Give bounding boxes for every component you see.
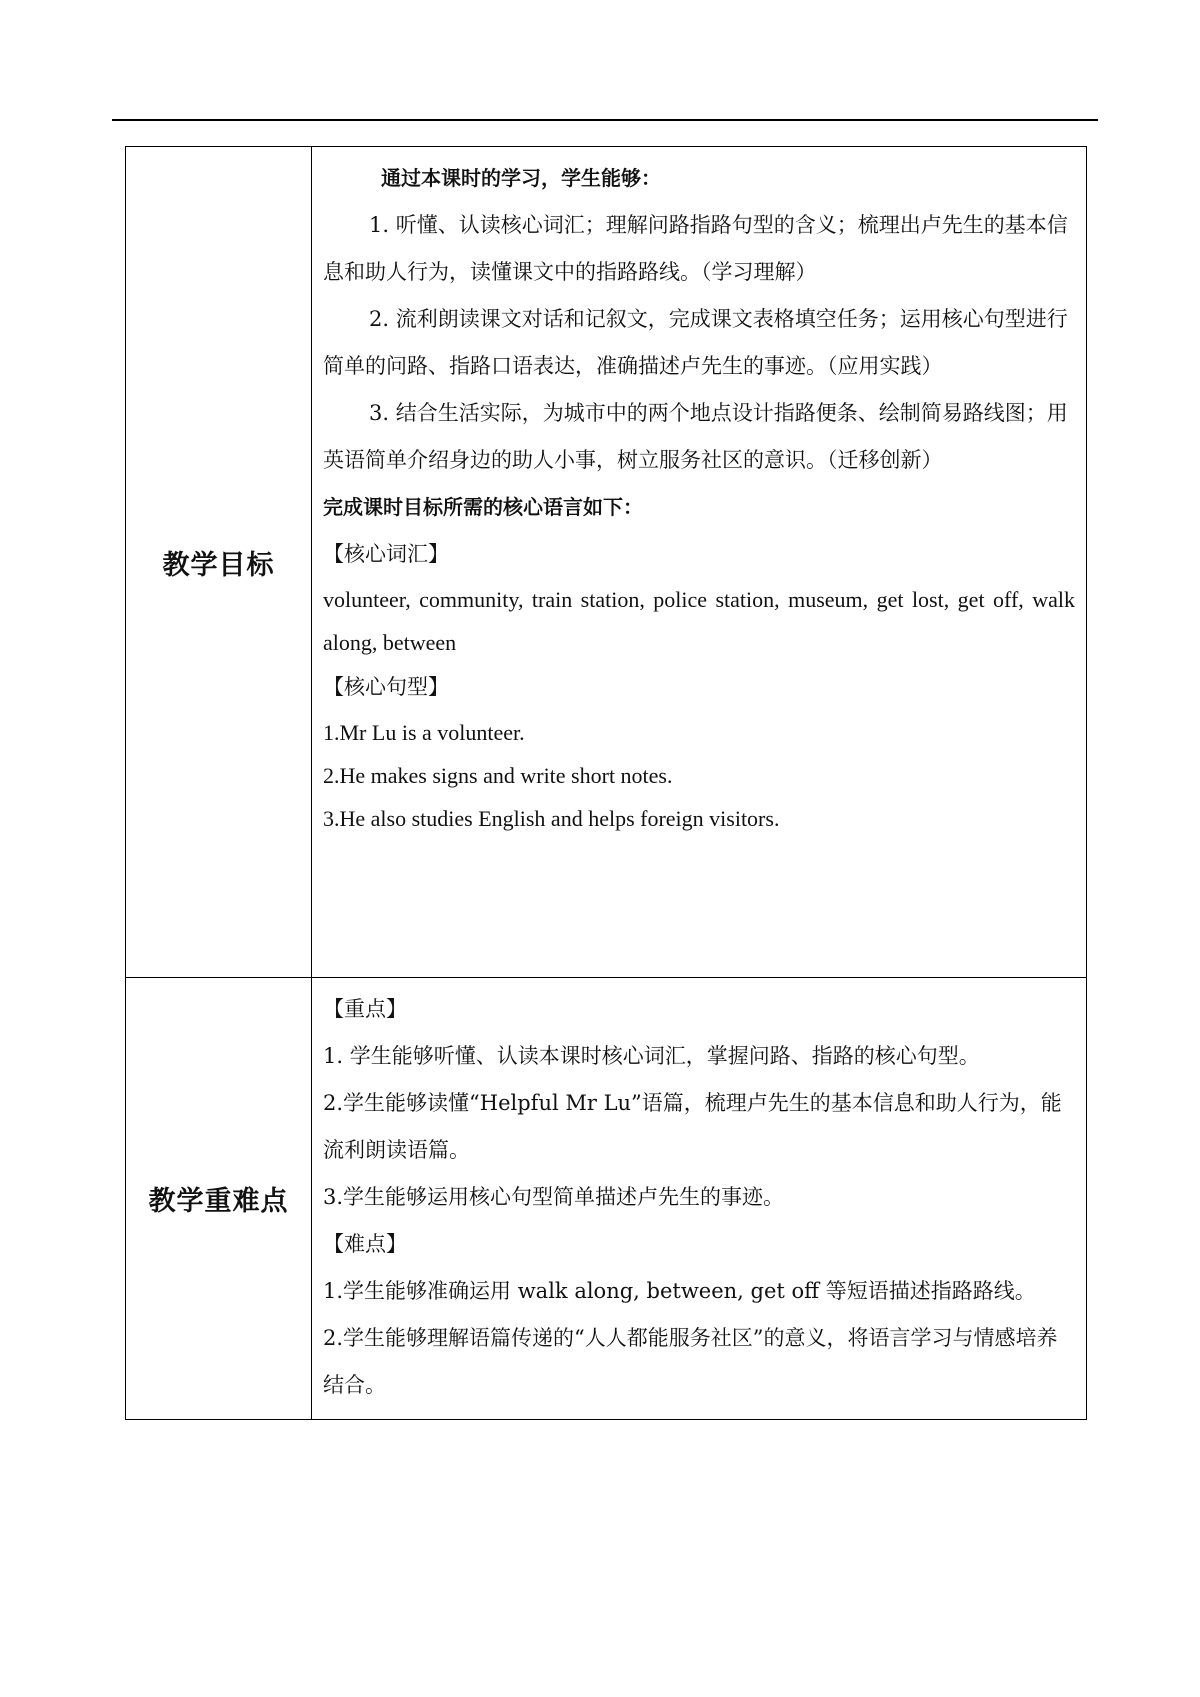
lesson-plan-table bbox=[125, 146, 1087, 1420]
focus-heading: 【重点】 bbox=[323, 997, 407, 1021]
objectives-label: 教学目标 bbox=[126, 147, 312, 978]
core-language-heading: 完成课时目标所需的核心语言如下： bbox=[323, 495, 643, 519]
difficulty-heading: 【难点】 bbox=[323, 1232, 407, 1256]
objective-item-2: 2. 流利朗读课文对话和记叙文，完成课文表格填空任务；运用核心句型进行简单的问路、指路口语表达，准确描述卢先生的事迹。（应用实践） bbox=[323, 307, 1068, 378]
key-points-content bbox=[312, 978, 1087, 1420]
objectives-row bbox=[126, 147, 1087, 978]
difficulty-item-1: 1.学生能够准确运用 walk along, between, get off 等短语描述指路路线。 bbox=[323, 1279, 1036, 1303]
key-points-label: 教学重难点 bbox=[126, 978, 312, 1420]
objectives-content bbox=[312, 147, 1087, 978]
sentence-3: 3.He also studies English and helps foreign visitors. bbox=[323, 806, 780, 831]
vocab-list: volunteer, community, train station, police station, museum, get lost, get off, walk along, between bbox=[323, 587, 1075, 655]
vocab-heading: 【核心词汇】 bbox=[323, 542, 449, 566]
sentence-2: 2.He makes signs and write short notes. bbox=[323, 763, 673, 788]
key-points-row bbox=[126, 978, 1087, 1420]
focus-item-1: 1. 学生能够听懂、认读本课时核心词汇，掌握问路、指路的核心句型。 bbox=[323, 1044, 980, 1068]
focus-item-3: 3.学生能够运用核心句型简单描述卢先生的事迹。 bbox=[323, 1185, 785, 1209]
sentence-1: 1.Mr Lu is a volunteer. bbox=[323, 720, 525, 745]
header-rule bbox=[112, 119, 1098, 121]
sentences-heading: 【核心句型】 bbox=[323, 675, 449, 699]
objective-item-1: 1. 听懂、认读核心词汇；理解问路指路句型的含义；梳理出卢先生的基本信息和助人行为，读懂课文中的指路路线。（学习理解） bbox=[323, 213, 1068, 284]
difficulty-item-2: 2.学生能够理解语篇传递的“人人都能服务社区”的意义，将语言学习与情感培养结合。 bbox=[323, 1326, 1058, 1397]
objectives-intro: 通过本课时的学习，学生能够： bbox=[381, 166, 661, 190]
objective-item-3: 3. 结合生活实际，为城市中的两个地点设计指路便条、绘制简易路线图；用英语简单介绍身边的助人小事，树立服务社区的意识。（迁移创新） bbox=[323, 401, 1068, 472]
focus-item-2: 2.学生能够读懂“Helpful Mr Lu”语篇，梳理卢先生的基本信息和助人行为，能流利朗读语篇。 bbox=[323, 1091, 1062, 1162]
